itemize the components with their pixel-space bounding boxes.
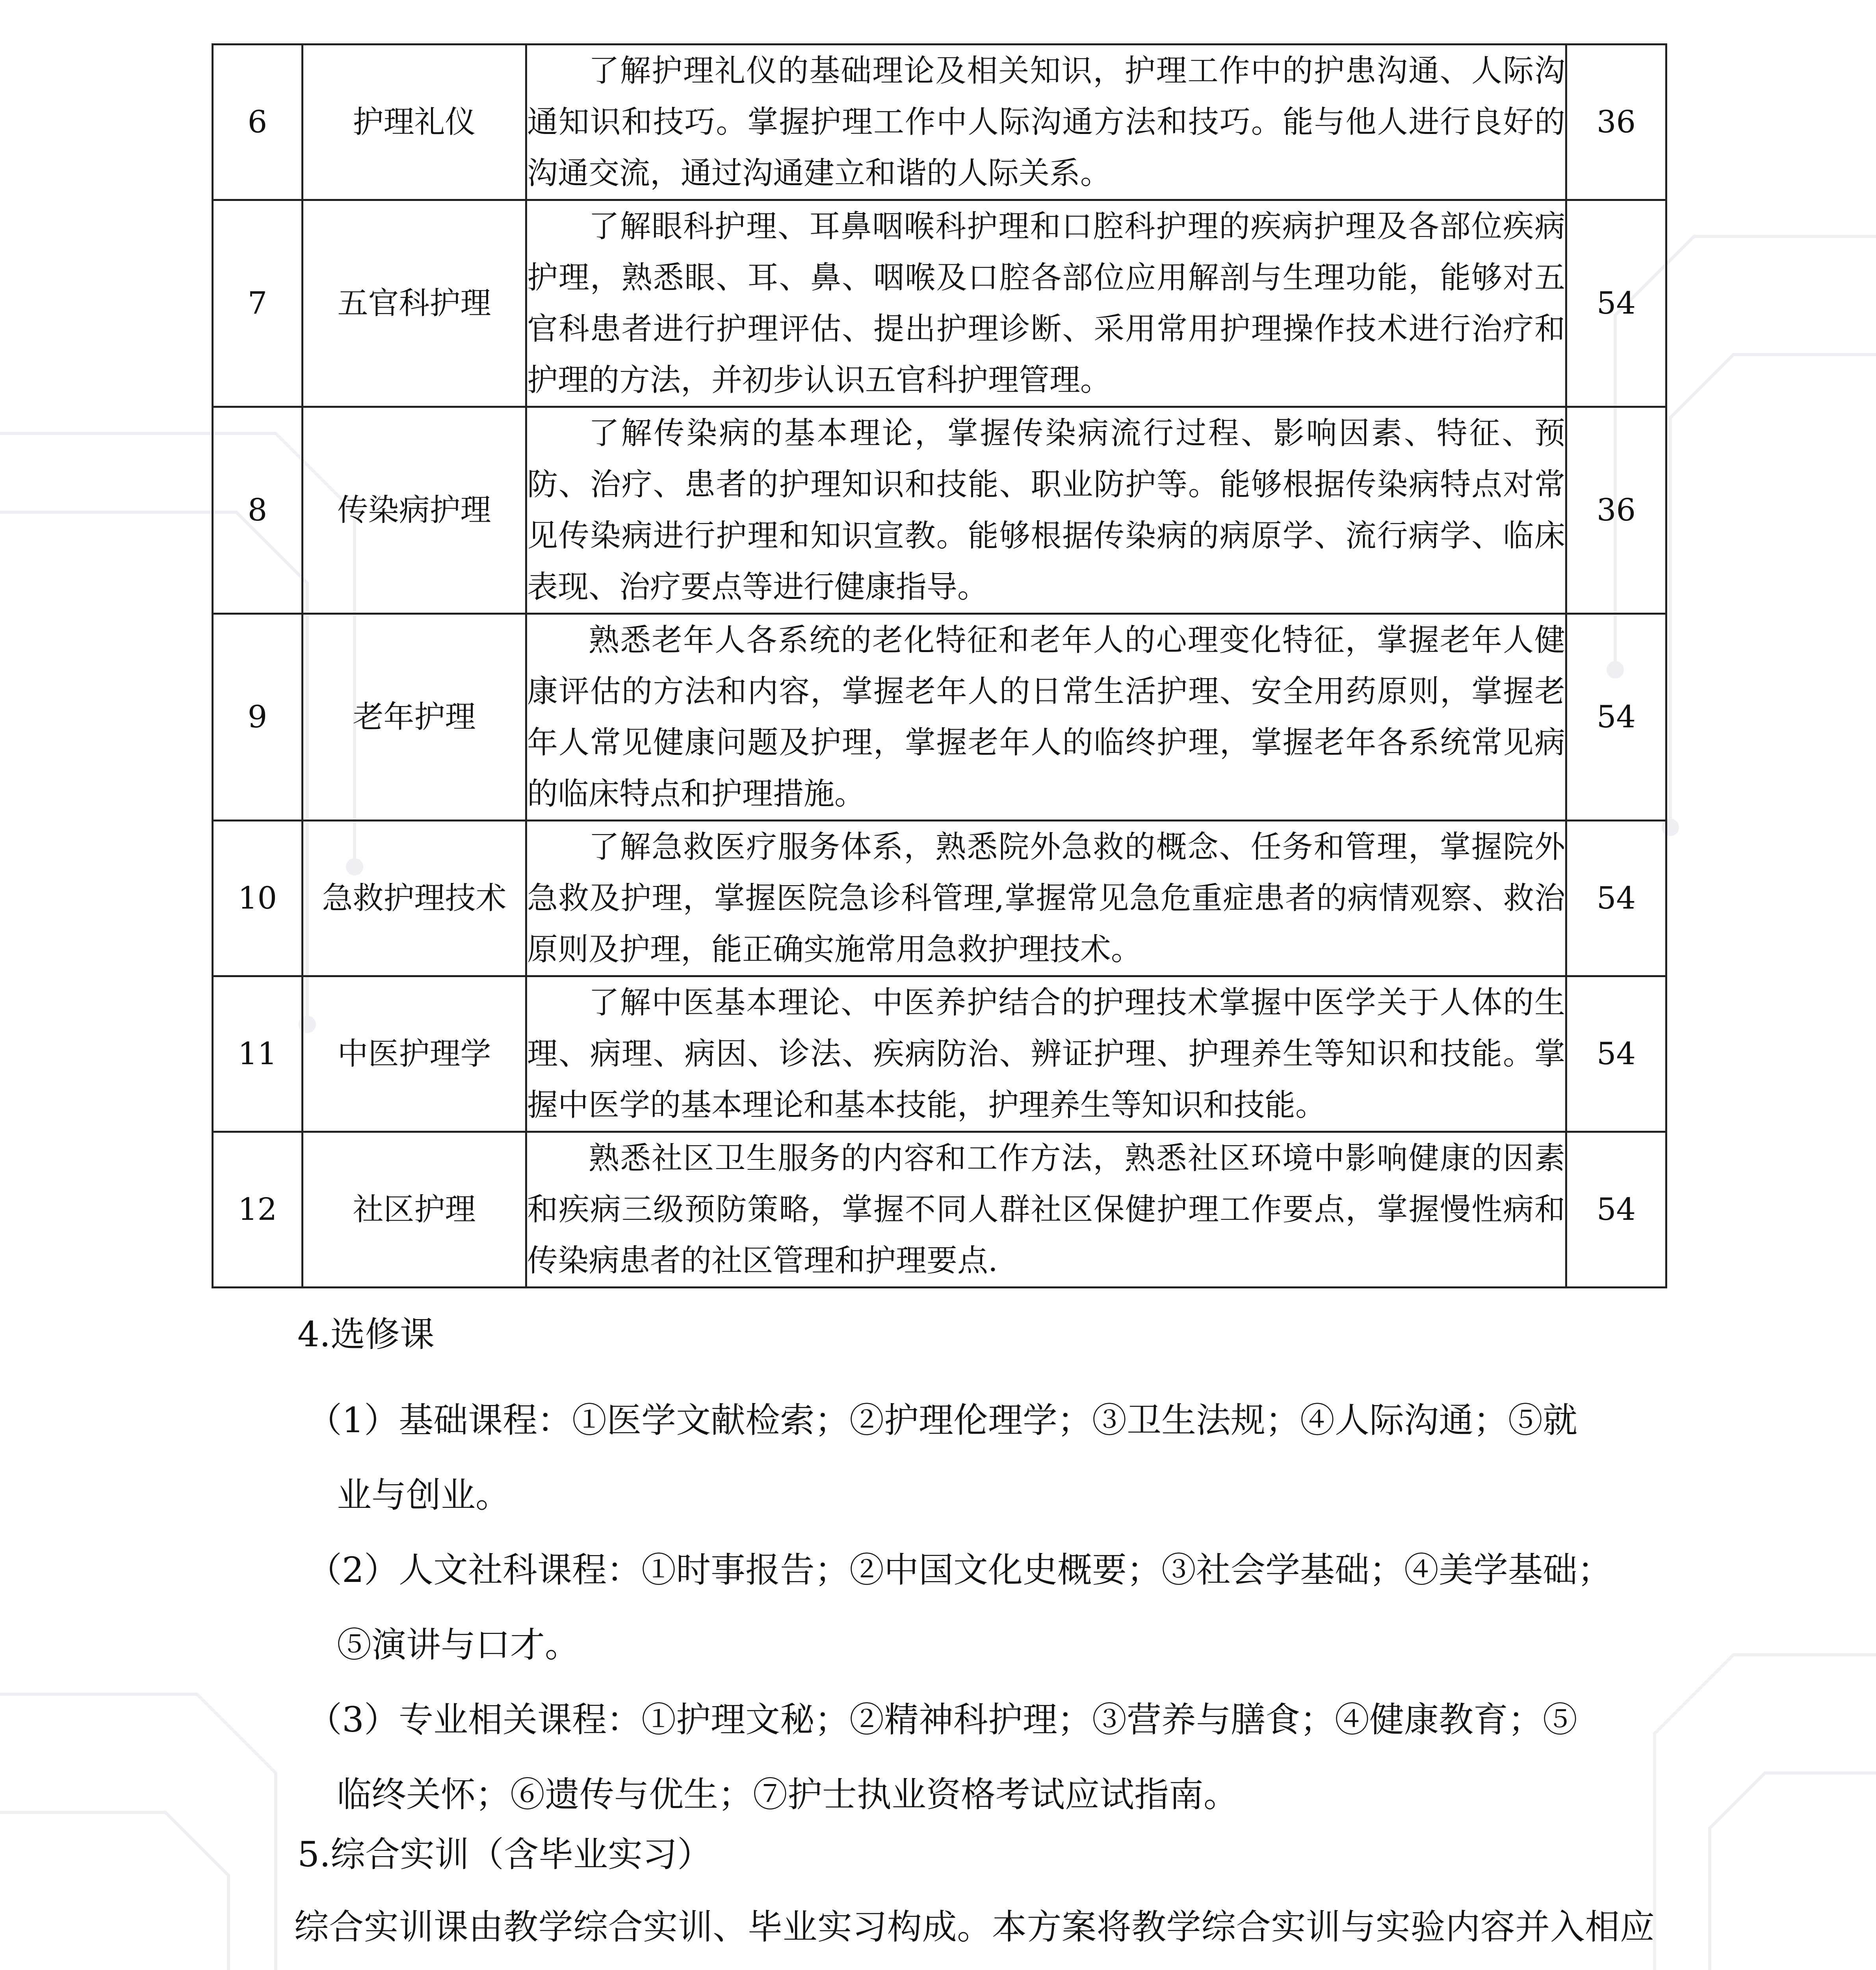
course-hours-cell: 54 <box>1566 614 1666 821</box>
course-name-cell: 中医护理学 <box>303 976 526 1132</box>
training-paragraph <box>225 1891 1655 1970</box>
course-description-text: 熟悉社区卫生服务的内容和工作方法，熟悉社区环境中影响健康的因素和疾病三级预防策略，掌握不同人群社区保健护理工作要点，掌握慢性病和传染病患者的社区管理和护理要点. <box>527 1141 1565 1279</box>
course-description-text: 熟悉老年人各系统的老化特征和老年人的心理变化特征，掌握老年人健康评估的方法和内容，掌握老年人的日常生活护理、安全用药原则，掌握老年人常见健康问题及护理，掌握老年人的临终护理，掌握老年各系统常见病的临床特点和护理措施。 <box>527 623 1565 812</box>
table-row <box>213 614 1666 821</box>
course-description-cell <box>526 821 1566 976</box>
course-number-cell: 6 <box>213 45 303 200</box>
course-number-cell: 10 <box>213 821 303 976</box>
course-name-cell: 护理礼仪 <box>303 45 526 200</box>
course-name-cell: 老年护理 <box>303 614 526 821</box>
course-number-cell: 8 <box>213 407 303 614</box>
course-description-cell <box>526 407 1566 614</box>
course-name-cell: 传染病护理 <box>303 407 526 614</box>
elective-humanities-line-1: （2）人文社科课程：①时事报告；②中国文化史概要；③社会学基础；④美学基础； <box>307 1550 1612 1590</box>
course-description-cell <box>526 976 1566 1132</box>
elective-humanities-line-2: ⑤演讲与口才。 <box>337 1624 580 1665</box>
course-number-cell: 12 <box>213 1132 303 1288</box>
course-description-cell <box>526 614 1566 821</box>
table-row <box>213 976 1666 1132</box>
course-description-text: 了解眼科护理、耳鼻咽喉科护理和口腔科护理的疾病护理及各部位疾病护理，熟悉眼、耳、鼻、咽喉及口腔各部位应用解剖与生理功能，能够对五官科患者进行护理评估、提出护理诊断、采用常用护理操作技术进行治疗和护理的方法，并初步认识五官科护理管理。 <box>527 209 1565 398</box>
section-heading-electives: 4.选修课 <box>297 1314 435 1355</box>
course-description-text: 了解护理礼仪的基础理论及相关知识，护理工作中的护患沟通、人际沟通知识和技巧。掌握护理工作中人际沟通方法和技巧。能与他人进行良好的沟通交流，通过沟通建立和谐的人际关系。 <box>527 53 1565 191</box>
course-description-cell <box>526 200 1566 407</box>
table-row <box>213 407 1666 614</box>
training-paragraph-text: 综合实训课由教学综合实训、毕业实习构成。本方案将教学综合实训与实验内容并入相应 <box>294 1907 1655 1947</box>
course-description-text: 了解传染病的基本理论，掌握传染病流行过程、影响因素、特征、预防、治疗、患者的护理知识和技能、职业防护等。能够根据传染病特点对常见传染病进行护理和知识宣教。能够根据传染病的病原学、流行病学、临床表现、治疗要点等进行健康指导。 <box>527 416 1565 605</box>
section-heading-training: 5.综合实训（含毕业实习） <box>297 1834 712 1875</box>
course-description-cell <box>526 1132 1566 1288</box>
course-description-cell <box>526 45 1566 200</box>
course-description-text: 了解中医基本理论、中医养护结合的护理技术掌握中医学关于人体的生理、病理、病因、诊法、疾病防治、辨证护理、护理养生等知识和技能。掌握中医学的基本理论和基本技能，护理养生等知识和技能。 <box>527 985 1565 1123</box>
course-hours-cell: 54 <box>1566 200 1666 407</box>
course-name-cell: 五官科护理 <box>303 200 526 407</box>
course-table <box>212 43 1667 1288</box>
course-hours-cell: 54 <box>1566 976 1666 1132</box>
course-number-cell: 9 <box>213 614 303 821</box>
course-hours-cell: 54 <box>1566 1132 1666 1288</box>
course-name-cell: 急救护理技术 <box>303 821 526 976</box>
course-number-cell: 11 <box>213 976 303 1132</box>
course-name-cell: 社区护理 <box>303 1132 526 1288</box>
elective-basic-courses-line-2: 业与创业。 <box>337 1475 511 1515</box>
elective-professional-line-2: 临终关怀；⑥遗传与优生；⑦护士执业资格考试应试指南。 <box>337 1774 1239 1815</box>
table-row <box>213 821 1666 976</box>
course-hours-cell: 36 <box>1566 45 1666 200</box>
course-description-text: 了解急救医疗服务体系，熟悉院外急救的概念、任务和管理，掌握院外急救及护理，掌握医院急诊科管理,掌握常见急危重症患者的病情观察、救治原则及护理，能正确实施常用急救护理技术。 <box>527 829 1565 967</box>
table-row <box>213 200 1666 407</box>
course-hours-cell: 54 <box>1566 821 1666 976</box>
course-hours-cell: 36 <box>1566 407 1666 614</box>
table-row <box>213 1132 1666 1288</box>
elective-basic-courses-line-1: （1）基础课程：①医学文献检索；②护理伦理学；③卫生法规；④人际沟通；⑤就 <box>307 1400 1577 1440</box>
course-number-cell: 7 <box>213 200 303 407</box>
elective-professional-line-1: （3）专业相关课程：①护理文秘；②精神科护理；③营养与膳食；④健康教育；⑤ <box>307 1699 1577 1740</box>
table-row <box>213 45 1666 200</box>
